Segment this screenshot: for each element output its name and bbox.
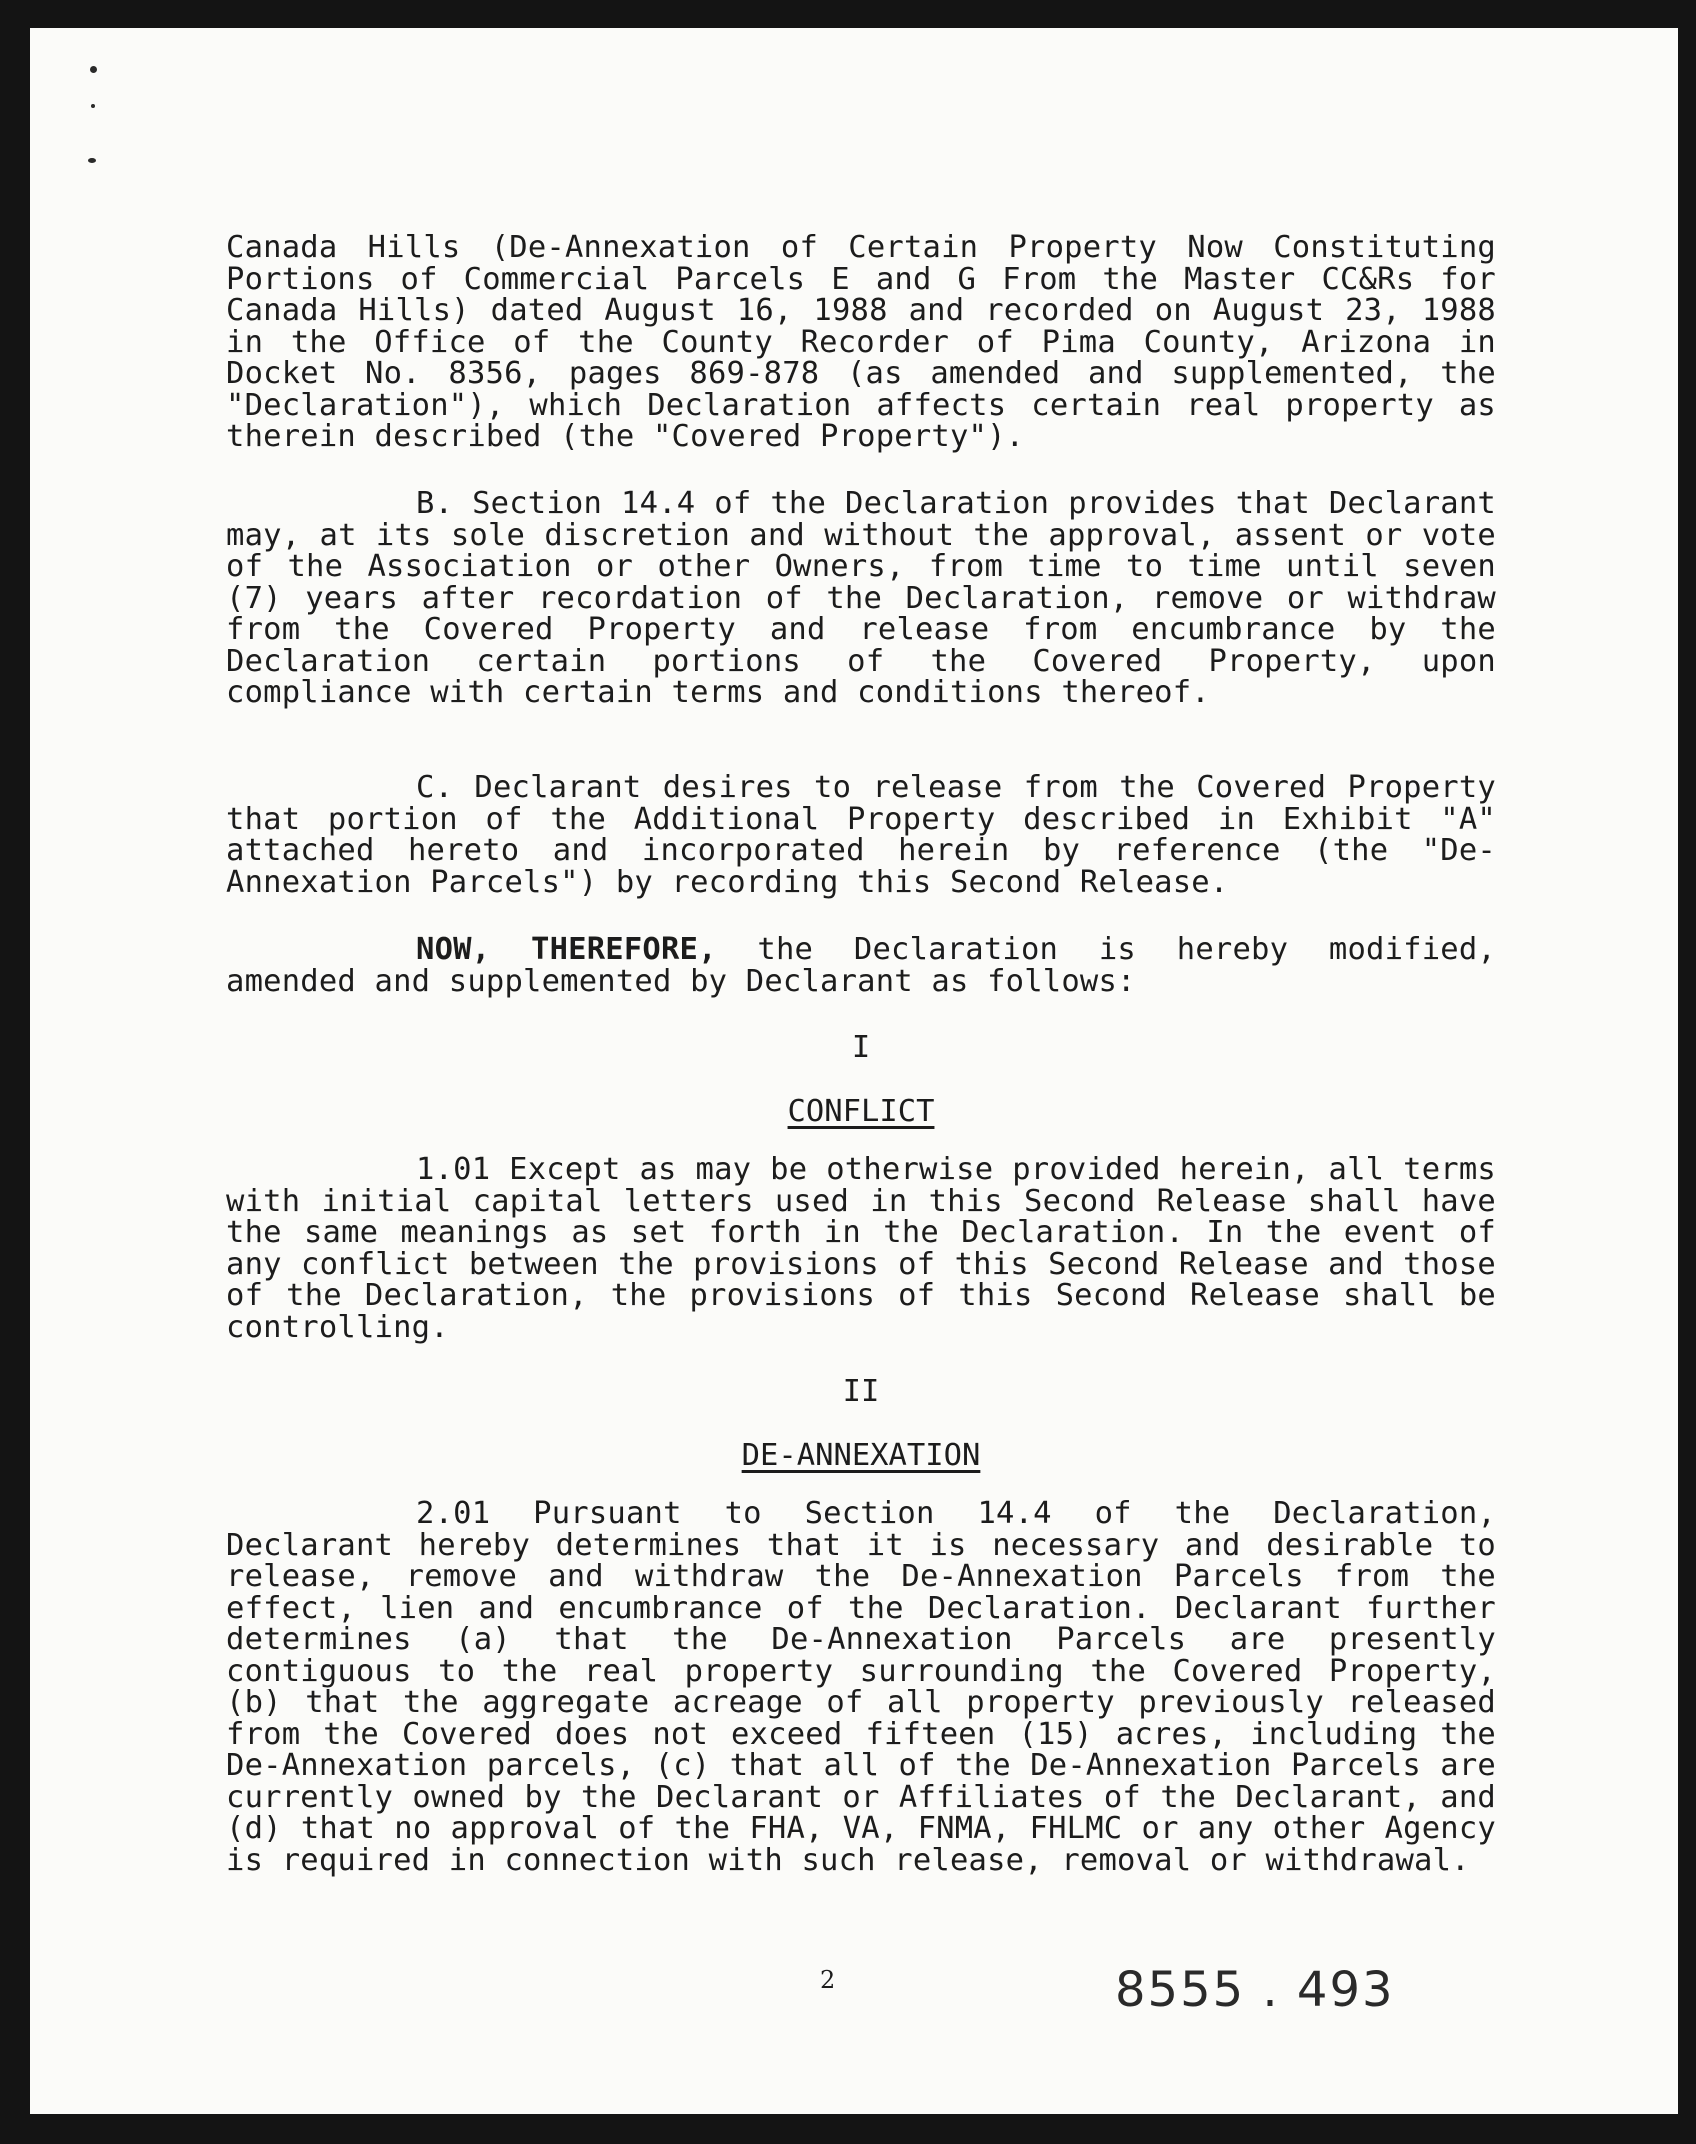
- scan-speck: [88, 158, 96, 163]
- article-2-title: DE-ANNEXATION: [741, 1438, 981, 1473]
- article-1-title: CONFLICT: [787, 1094, 935, 1129]
- docket-page-stamp: 8555 . 493: [1115, 1962, 1395, 2018]
- scan-speck: [91, 104, 95, 108]
- now-therefore-clause: [226, 934, 1496, 997]
- now-therefore-lead: NOW, THEREFORE,: [416, 932, 717, 967]
- now-therefore-rest: the Declaration is hereby modified, amended and supplemented by Declarant as follows:: [226, 932, 1496, 999]
- page-number: 2: [820, 1966, 836, 1994]
- article-2-numeral: II: [842, 1374, 880, 1409]
- scan-speck: [90, 66, 97, 73]
- recital-a: Canada Hills (De-Annexation of Certain Property Now Constituting Portions of Commercial Parcels E and G From the Master CC&Rs for Canada Hills) dated August 16, 1988 and recorded on August 23, 1988 in the Office of the County Recorder of Pima County, Arizona in Docket No. 8356, pages 869-878 (as amended and supplemented, the "Declaration"), which Declaration affects certain real property as therein described (the "Covered Property").: [226, 230, 1496, 454]
- recital-c: C. Declarant desires to release from the Covered Property that portion of the Additional Property described in Exhibit "A" attached hereto and incorporated herein by reference (the "De-Annexation Parcels") by recording this Second Release.: [226, 770, 1496, 900]
- recital-b: B. Section 14.4 of the Declaration provides that Declarant may, at its sole discretion and without the approval, assent or vote of the Association or other Owners, from time to time until seven (7) years after recordation of the Declaration, remove or withdraw from the Covered Property and release from encumbrance by the Declaration certain portions of the Covered Property, upon compliance with certain terms and conditions thereof.: [226, 486, 1496, 710]
- section-2-01: 2.01 Pursuant to Section 14.4 of the Declaration, Declarant hereby determines that it is necessary and desirable to release, remove and withdraw the De-Annexation Parcels from the effect, lien and encumbrance of the Declaration. Declarant further determines (a) that the De-Annexation Parcels are presently contiguous to the real property surrounding the Covered Property, (b) that the aggregate acreage of all property previously released from the Covered does not exceed fifteen (15) acres, including the De-Annexation parcels, (c) that all of the De-Annexation Parcels are currently owned by the Declarant or Affiliates of the Declarant, and (d) that no approval of the FHA, VA, FNMA, FHLMC or any other Agency is required in connection with such release, removal or withdrawal.: [226, 1496, 1496, 1878]
- article-1-numeral: I: [851, 1030, 871, 1065]
- section-1-01: 1.01 Except as may be otherwise provided herein, all terms with initial capital letters used in this Second Release shall have the same meanings as set forth in the Declaration. In the event of any conflict between the provisions of this Second Release and those of the Declaration, the provisions of this Second Release shall be controlling.: [226, 1152, 1496, 1345]
